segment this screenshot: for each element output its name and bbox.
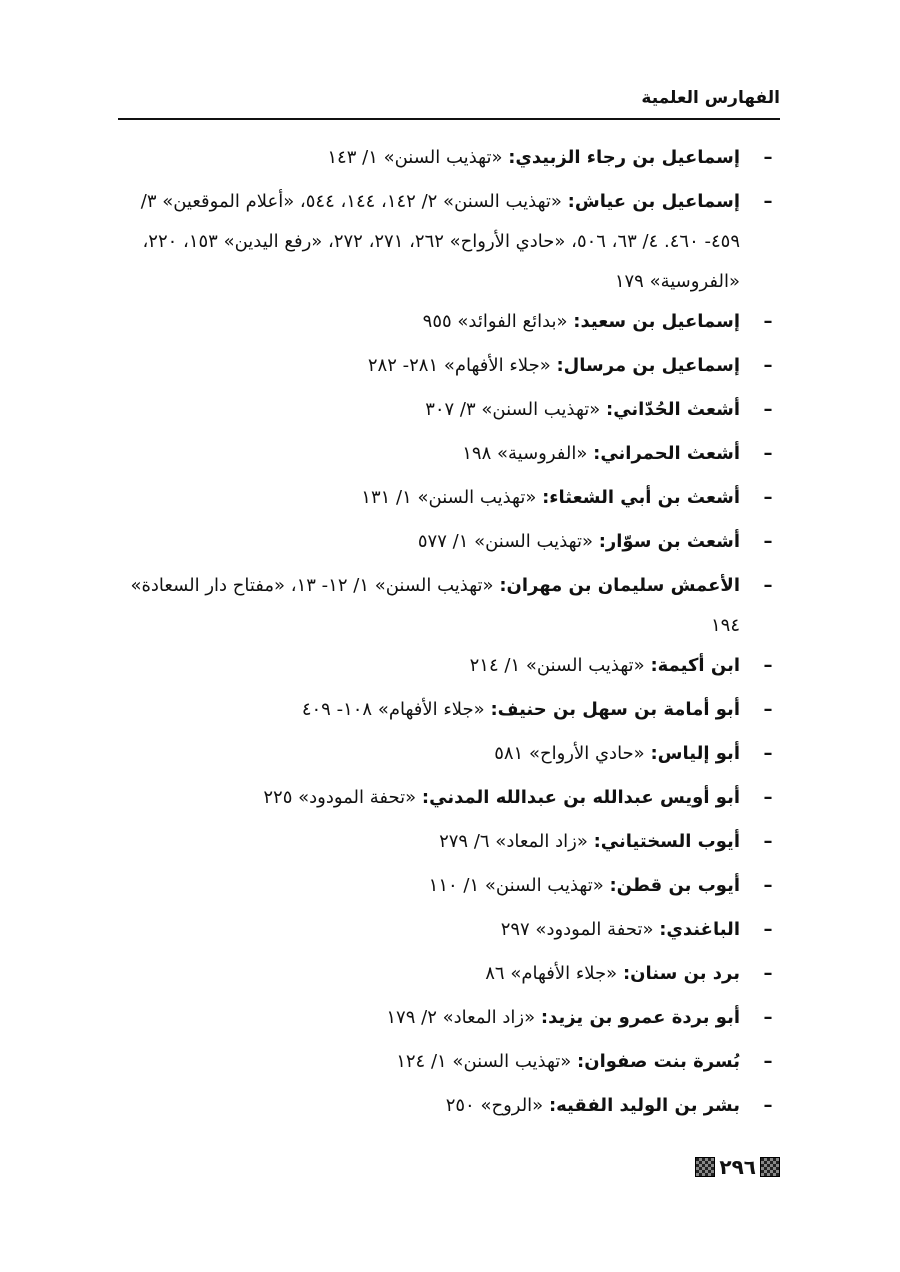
- entry-dash: –: [763, 575, 773, 596]
- entry-name: أبو أمامة بن سهل بن حنيف:: [490, 699, 740, 720]
- entry-dash: –: [763, 1095, 773, 1116]
- index-entry: [118, 1086, 780, 1130]
- entry-references: «الفروسية» ١٩٨: [462, 443, 588, 464]
- entry-dash: –: [763, 191, 773, 212]
- entry-dash: –: [763, 443, 773, 464]
- index-entry: [118, 1042, 780, 1086]
- ornament-icon: [695, 1157, 715, 1177]
- entry-name: أبو بردة عمرو بن يزيد:: [540, 1007, 740, 1028]
- entry-name: أيوب السختياني:: [593, 831, 740, 852]
- entry-references: «تحفة المودود» ٢٩٧: [500, 919, 654, 940]
- entry-name: أشعث بن أبي الشعثاء:: [542, 487, 740, 508]
- entry-references: «جلاء الأفهام» ٢٨١- ٢٨٢: [367, 355, 551, 376]
- entry-name: إسماعيل بن سعيد:: [573, 311, 740, 332]
- entry-references: «جلاء الأفهام» ٨٦: [485, 963, 618, 984]
- entry-name: برد بن سنان:: [622, 963, 740, 984]
- page-number: ٢٩٦: [719, 1155, 756, 1179]
- entry-name: بُسرة بنت صفوان:: [577, 1051, 740, 1072]
- entry-dash: –: [763, 355, 773, 376]
- entry-references: «بدائع الفوائد» ٩٥٥: [422, 311, 568, 332]
- index-entry: [118, 478, 780, 522]
- entry-name: أيوب بن قطن:: [609, 875, 740, 896]
- index-entry: [118, 434, 780, 478]
- entry-dash: –: [763, 699, 773, 720]
- index-entry: [118, 566, 780, 646]
- page-number-footer: [695, 1152, 780, 1182]
- entry-references: «تهذيب السنن» ٢/ ١٤٢، ١٤٤، ٥٤٤، «أعلام الموقعين» ٣/ ٤٥٩- ٤٦٠. ٤/ ٦٣، ٥٠٦، «حادي الأرواح» ٢٦٢، ٢٧١، ٢٧٢، «رفع اليدين» ١٥٣، ٢٢٠، «الفروسية» ١٧٩: [140, 191, 740, 292]
- entry-references: «تهذيب السنن» ١/ ١٢٤: [396, 1051, 572, 1072]
- entry-references: «تهذيب السنن» ٣/ ٣٠٧: [425, 399, 601, 420]
- index-entry: [118, 302, 780, 346]
- index-entry: [118, 690, 780, 734]
- entry-references: «تهذيب السنن» ١/ ١٤٣: [327, 147, 503, 168]
- entry-dash: –: [763, 875, 773, 896]
- entry-name: ابن أكيمة:: [650, 655, 740, 676]
- entry-references: «زاد المعاد» ٢/ ١٧٩: [386, 1007, 536, 1028]
- entry-dash: –: [763, 787, 773, 808]
- entry-name: إسماعيل بن رجاء الزبيدي:: [508, 147, 740, 168]
- index-entry: [118, 138, 780, 182]
- index-entry: [118, 522, 780, 566]
- entry-references: «الروح» ٢٥٠: [445, 1095, 544, 1116]
- entry-dash: –: [763, 487, 773, 508]
- entry-dash: –: [763, 147, 773, 168]
- entry-dash: –: [763, 963, 773, 984]
- entry-dash: –: [763, 531, 773, 552]
- index-entry: [118, 998, 780, 1042]
- index-entry: [118, 778, 780, 822]
- entry-name: أبو أويس عبدالله بن عبدالله المدني:: [421, 787, 740, 808]
- entry-dash: –: [763, 311, 773, 332]
- index-entry: [118, 822, 780, 866]
- entry-dash: –: [763, 743, 773, 764]
- entry-name: إسماعيل بن مرسال:: [556, 355, 740, 376]
- ornament-icon: [760, 1157, 780, 1177]
- entry-name: إسماعيل بن عياش:: [567, 191, 740, 212]
- entry-name: أبو إلياس:: [650, 743, 740, 764]
- entry-name: بشر بن الوليد الفقيه:: [548, 1095, 740, 1116]
- entry-name: الباغندي:: [659, 919, 740, 940]
- entry-references: «تهذيب السنن» ١/ ١١٠: [428, 875, 604, 896]
- index-entry: [118, 954, 780, 998]
- entry-dash: –: [763, 399, 773, 420]
- index-entry: [118, 182, 780, 302]
- entry-references: «تهذيب السنن» ١/ ١٢- ١٣، «مفتاح دار السعادة» ١٩٤: [130, 575, 740, 636]
- entry-dash: –: [763, 1051, 773, 1072]
- running-header: [118, 86, 780, 120]
- index-entry-list: [118, 138, 780, 1130]
- entry-references: «تحفة المودود» ٢٢٥: [263, 787, 417, 808]
- index-entry: [118, 910, 780, 954]
- entry-name: أشعث بن سوّار:: [598, 531, 740, 552]
- entry-name: الأعمش سليمان بن مهران:: [499, 575, 740, 596]
- entry-references: «حادي الأرواح» ٥٨١: [494, 743, 645, 764]
- running-header-title: الفهارس العلمية: [641, 88, 780, 108]
- index-entry: [118, 866, 780, 910]
- entry-dash: –: [763, 919, 773, 940]
- entry-dash: –: [763, 831, 773, 852]
- entry-name: أشعث الحمراني:: [593, 443, 740, 464]
- entry-dash: –: [763, 655, 773, 676]
- entry-references: «زاد المعاد» ٦/ ٢٧٩: [439, 831, 588, 852]
- entry-references: «جلاء الأفهام» ١٠٨- ٤٠٩: [301, 699, 485, 720]
- entry-name: أشعث الحُدّاني:: [606, 399, 740, 420]
- index-entry: [118, 390, 780, 434]
- index-entry: [118, 734, 780, 778]
- entry-dash: –: [763, 1007, 773, 1028]
- entry-references: «تهذيب السنن» ١/ ٢١٤: [469, 655, 645, 676]
- index-entry: [118, 346, 780, 390]
- entry-references: «تهذيب السنن» ١/ ٥٧٧: [417, 531, 593, 552]
- entry-references: «تهذيب السنن» ١/ ١٣١: [361, 487, 537, 508]
- index-entry: [118, 646, 780, 690]
